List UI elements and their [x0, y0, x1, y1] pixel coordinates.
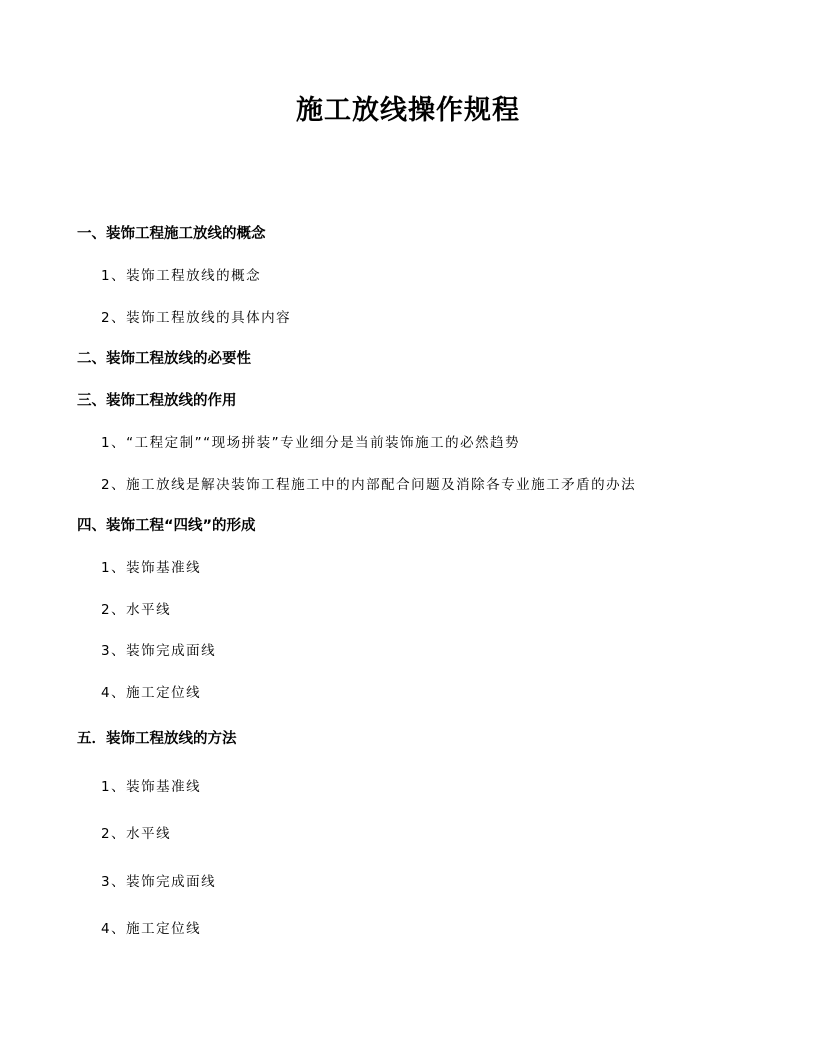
list-item: 2、施工放线是解决装饰工程施工中的内部配合问题及消除各专业施工矛盾的办法 — [101, 477, 637, 493]
section-heading-5: 五．装饰工程放线的方法 — [77, 731, 237, 747]
section-heading-3: 三、装饰工程放线的作用 — [77, 393, 237, 409]
section-heading-1: 一、装饰工程施工放线的概念 — [77, 226, 266, 242]
list-item: 1、“工程定制”“现场拼装”专业细分是当前装饰施工的必然趋势 — [101, 435, 521, 451]
section-heading-2: 二、装饰工程放线的必要性 — [77, 351, 251, 367]
list-item: 2、水平线 — [101, 826, 172, 842]
list-item: 4、施工定位线 — [101, 921, 202, 937]
list-item: 2、装饰工程放线的具体内容 — [101, 310, 292, 326]
section-heading-4: 四、装饰工程“四线”的形成 — [77, 518, 256, 534]
list-item: 3、装饰完成面线 — [101, 643, 217, 659]
list-item: 3、装饰完成面线 — [101, 874, 217, 890]
page-title: 施工放线操作规程 — [296, 95, 520, 126]
list-item: 2、水平线 — [101, 602, 172, 618]
list-item: 1、装饰基准线 — [101, 779, 202, 795]
list-item: 1、装饰基准线 — [101, 560, 202, 576]
list-item: 1、装饰工程放线的概念 — [101, 268, 262, 284]
list-item: 4、施工定位线 — [101, 685, 202, 701]
